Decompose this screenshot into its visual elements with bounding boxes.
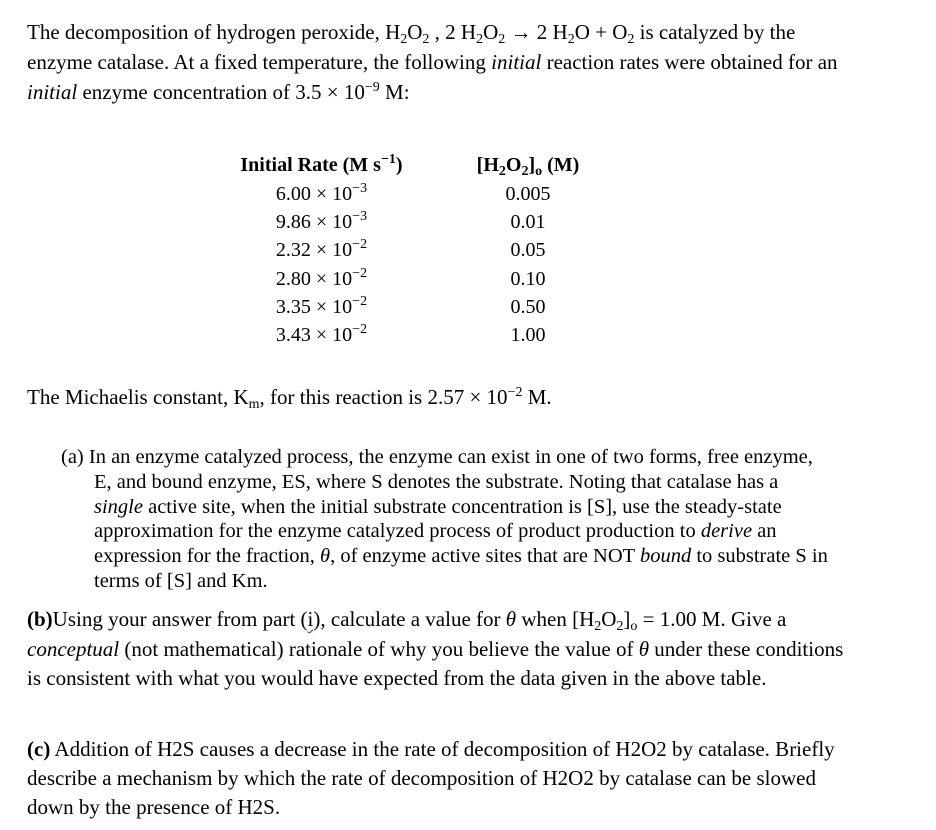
rate-cell: $6.00 \times 10^{-3}$: [275, 181, 368, 205]
part-a-line: E, and bound enzyme, ES, where S denotes the substrate. Noting that catalase has a: [94, 470, 779, 493]
part-c-line: describe a mechanism by which the rate of decomposition of H2O2 by catalase can be slowed: [27, 766, 816, 790]
part-b-line: is consistent with what you would have expected from the data given in the above table.: [27, 666, 767, 690]
part-b-line: conceptual (not mathematical) rationale of why you believe the value of θ under these conditions: [27, 636, 844, 661]
intro-line-3: initial enzyme concentration of $3.5 \times 10^{-9}$ M:: [27, 80, 410, 104]
concentration-cell: 0.01: [510, 211, 546, 234]
concentration-cell: 0.05: [510, 239, 546, 262]
rate-cell: $3.35 \times 10^{-2}$: [275, 293, 368, 318]
part-a-line: single active site, when the initial substrate concentration is [S], use the steady-state: [94, 495, 782, 518]
rate-cell: $3.43 \times 10^{-2}$: [275, 322, 368, 347]
part-a-line: expression for the fraction, θ, of enzyme active sites that are NOT bound to substrate S in: [94, 545, 828, 568]
part-a-line: terms of [S] and Km.: [94, 569, 268, 592]
part-c-line: down by the presence of H2S.: [27, 795, 281, 819]
part-c-line: (c) Addition of H2S causes a decrease in the rate of decomposition of H2O2 by catalase. Briefly: [27, 737, 835, 761]
michaelis-constant-statement: The Michaelis constant, $K_m$, for this reaction is $2.57 \times 10^{-2}$ M.: [27, 385, 552, 412]
question-part-b: [27, 605, 917, 694]
concentration-cell: 0.10: [510, 267, 546, 290]
rate-cell: $9.86 \times 10^{-3}$: [275, 209, 368, 234]
concentration-cell: 0.50: [510, 295, 546, 318]
initial-rate-column: [229, 150, 414, 349]
question-part-a: [61, 445, 911, 594]
rate-cell: $2.32 \times 10^{-2}$: [275, 237, 368, 262]
concentration-cell: 0.005: [505, 183, 551, 205]
part-a-line: (a) In an enzyme catalyzed process, the enzyme can exist in one of two forms, free enzyme,: [61, 446, 813, 468]
problem-intro: [27, 17, 917, 107]
concentration-header: $[H_2O_2]_o$ (M): [476, 154, 580, 179]
rate-cell: $2.80 \times 10^{-2}$: [275, 265, 368, 290]
concentration-column: [468, 150, 588, 349]
spellcheck-underline: i: [307, 607, 314, 631]
question-part-c: [27, 735, 917, 822]
intro-line-1: The decomposition of hydrogen peroxide, $H_2O_2$ , 2 $H_2O_2 \to 2$ $H_2O + O_2$ is catalyzed by the: [27, 20, 796, 47]
part-a-line: approximation for the enzyme catalyzed process of product production to derive an: [94, 520, 777, 543]
part-b-line: (b)Using your answer from part (i), calculate a value for θ when $[H_2O_2]_o = 1.00$ M. Give a: [27, 607, 787, 634]
intro-line-2: enzyme catalase. At a fixed temperature, the following initial reaction rates were obtained for an: [27, 50, 838, 74]
initial-rate-header: Initial Rate (M $s^{-1}$): [240, 152, 403, 176]
concentration-cell: 1.00: [510, 324, 546, 347]
